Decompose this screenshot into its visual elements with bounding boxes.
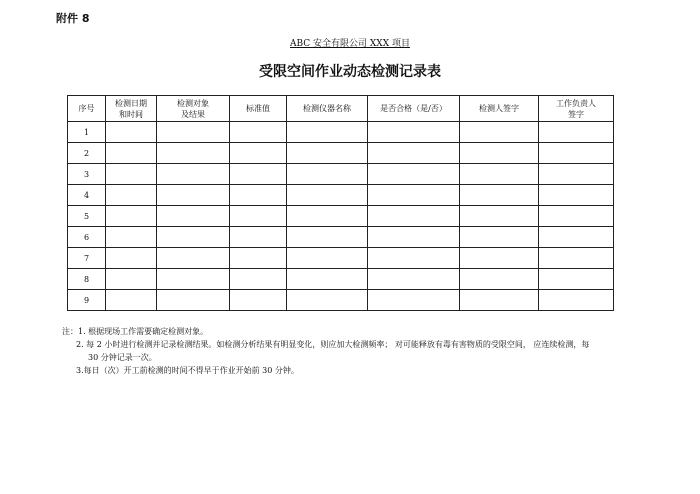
- page-title: 受限空间作业动态检测记录表: [259, 64, 441, 80]
- table-cell[interactable]: [460, 206, 539, 227]
- row-number: 4: [68, 185, 106, 206]
- table-cell[interactable]: [460, 269, 539, 290]
- table-cell[interactable]: [539, 248, 614, 269]
- table-row: [68, 269, 614, 290]
- column-header: 序号: [68, 96, 106, 122]
- table-cell[interactable]: [460, 248, 539, 269]
- table-row: [68, 227, 614, 248]
- table-cell[interactable]: [368, 290, 460, 311]
- table-row: [68, 290, 614, 311]
- table-row: [68, 164, 614, 185]
- table-cell[interactable]: [106, 164, 157, 185]
- table-cell[interactable]: [106, 269, 157, 290]
- column-header: 检测日期 和时间: [106, 96, 157, 122]
- table-cell[interactable]: [539, 122, 614, 143]
- table-row: [68, 248, 614, 269]
- table-cell[interactable]: [157, 185, 230, 206]
- row-number: 5: [68, 206, 106, 227]
- table-cell[interactable]: [230, 206, 287, 227]
- project-name: ABC 安全有限公司 XXX 项目: [290, 39, 410, 49]
- table-row: [68, 143, 614, 164]
- table-cell[interactable]: [157, 290, 230, 311]
- row-number: 2: [68, 143, 106, 164]
- table-cell[interactable]: [539, 206, 614, 227]
- table-cell[interactable]: [106, 227, 157, 248]
- table-cell[interactable]: [157, 164, 230, 185]
- table-cell[interactable]: [287, 206, 368, 227]
- table-cell[interactable]: [368, 122, 460, 143]
- table-cell[interactable]: [287, 185, 368, 206]
- table-cell[interactable]: [539, 185, 614, 206]
- table-cell[interactable]: [287, 164, 368, 185]
- table-cell[interactable]: [287, 248, 368, 269]
- table-cell[interactable]: [368, 248, 460, 269]
- attachment-label: 附件 8: [56, 12, 90, 25]
- table-cell[interactable]: [368, 206, 460, 227]
- column-header: 检测对象 及结果: [157, 96, 230, 122]
- table-cell[interactable]: [539, 227, 614, 248]
- table-cell[interactable]: [287, 227, 368, 248]
- table-row: [68, 122, 614, 143]
- table-cell[interactable]: [460, 122, 539, 143]
- column-header: 是否合格（是/否）: [368, 96, 460, 122]
- notes: [62, 325, 589, 377]
- table-cell[interactable]: [460, 185, 539, 206]
- table-cell[interactable]: [460, 164, 539, 185]
- row-number: 6: [68, 227, 106, 248]
- project-line: [0, 36, 700, 49]
- table-cell[interactable]: [539, 143, 614, 164]
- note-line-2-continued: 30 分钟记录一次。: [88, 353, 157, 362]
- record-table: [67, 95, 614, 311]
- table-cell[interactable]: [460, 290, 539, 311]
- table-cell[interactable]: [539, 269, 614, 290]
- note-line-1: 注：1. 根据现场工作需要确定检测对象。: [62, 327, 209, 336]
- row-number: 9: [68, 290, 106, 311]
- table-cell[interactable]: [287, 269, 368, 290]
- table-cell[interactable]: [106, 143, 157, 164]
- table-cell[interactable]: [230, 164, 287, 185]
- table-cell[interactable]: [368, 143, 460, 164]
- table-cell[interactable]: [287, 143, 368, 164]
- table-cell[interactable]: [157, 227, 230, 248]
- note-line-3: 3.每日（次）开工前检测的时间不得早于作业开始前 30 分钟。: [76, 366, 299, 375]
- table-cell[interactable]: [539, 290, 614, 311]
- table-cell[interactable]: [106, 290, 157, 311]
- column-header: 检测人签字: [460, 96, 539, 122]
- table-cell[interactable]: [368, 227, 460, 248]
- column-header: 工作负责人 签字: [539, 96, 614, 122]
- table-cell[interactable]: [460, 143, 539, 164]
- table-cell[interactable]: [157, 248, 230, 269]
- table-cell[interactable]: [460, 227, 539, 248]
- table-cell[interactable]: [106, 206, 157, 227]
- table-cell[interactable]: [539, 164, 614, 185]
- table-cell[interactable]: [368, 269, 460, 290]
- table-cell[interactable]: [106, 122, 157, 143]
- table-cell[interactable]: [230, 290, 287, 311]
- table-cell[interactable]: [368, 185, 460, 206]
- table-cell[interactable]: [157, 206, 230, 227]
- table-body: [68, 122, 614, 311]
- column-header: 标准值: [230, 96, 287, 122]
- table-cell[interactable]: [230, 122, 287, 143]
- table-row: [68, 185, 614, 206]
- table-cell[interactable]: [230, 227, 287, 248]
- table-cell[interactable]: [368, 164, 460, 185]
- table-cell[interactable]: [287, 122, 368, 143]
- table-cell[interactable]: [157, 122, 230, 143]
- table-cell[interactable]: [230, 269, 287, 290]
- table-row: [68, 206, 614, 227]
- row-number: 1: [68, 122, 106, 143]
- column-header: 检测仪器名称: [287, 96, 368, 122]
- table-cell[interactable]: [287, 290, 368, 311]
- row-number: 3: [68, 164, 106, 185]
- table-cell[interactable]: [157, 143, 230, 164]
- note-line-2: 2. 每 2 小时进行检测并记录检测结果。如检测分析结果有明显变化，则应加大检测频率； 对可能释放有毒有害物质的受限空间， 应连续检测，每: [76, 340, 590, 349]
- row-number: 7: [68, 248, 106, 269]
- table-cell[interactable]: [157, 269, 230, 290]
- table-cell[interactable]: [230, 143, 287, 164]
- table-cell[interactable]: [230, 185, 287, 206]
- table-header-row: [68, 96, 614, 122]
- table-cell[interactable]: [106, 185, 157, 206]
- table-cell[interactable]: [230, 248, 287, 269]
- table-cell[interactable]: [106, 248, 157, 269]
- row-number: 8: [68, 269, 106, 290]
